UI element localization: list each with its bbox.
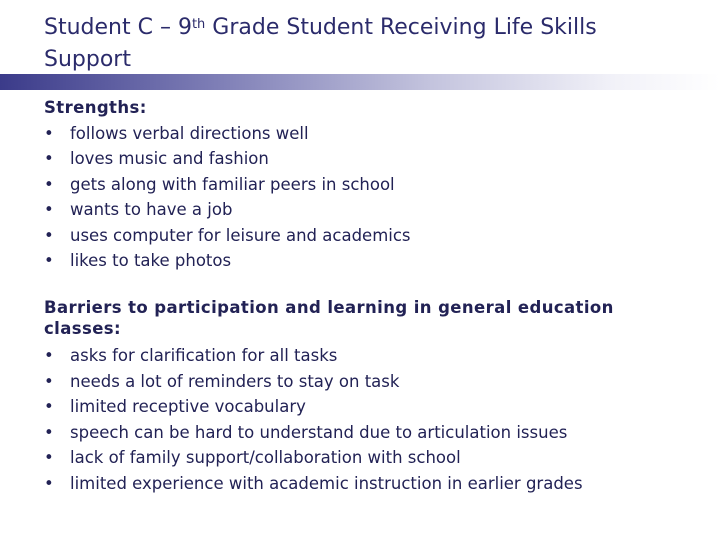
title-part-1: Student C – 9: [44, 15, 192, 40]
list-item: [44, 394, 684, 420]
bullet-icon: •: [44, 397, 54, 416]
list-item: [44, 121, 684, 147]
bullet-icon: •: [44, 251, 54, 270]
strengths-section: [44, 95, 684, 274]
bullet-icon: •: [44, 346, 54, 365]
list-item-text: gets along with familiar peers in school: [70, 174, 395, 194]
barriers-list: [44, 343, 684, 496]
bullet-icon: •: [44, 174, 54, 194]
bullet-icon: •: [44, 448, 54, 467]
list-item: [44, 343, 684, 369]
list-item-text: asks for clarification for all tasks: [70, 346, 338, 365]
list-item-text: likes to take photos: [70, 251, 232, 270]
list-item: [44, 445, 684, 471]
list-item: [44, 197, 684, 223]
title-underline-bar: [0, 74, 720, 90]
list-item-text: needs a lot of reminders to stay on task: [70, 371, 400, 391]
bullet-icon: •: [44, 473, 54, 493]
list-item: [44, 172, 684, 198]
list-item-text: limited experience with academic instruction in earlier grades: [70, 473, 583, 493]
list-item-text: follows verbal directions well: [70, 123, 309, 143]
bullet-icon: •: [44, 422, 54, 442]
list-item: [44, 146, 684, 172]
list-item-text: uses computer for leisure and academics: [70, 225, 411, 245]
title-superscript: th: [191, 17, 206, 32]
barriers-heading-line-2: classes:: [44, 319, 122, 338]
list-item: [44, 420, 684, 446]
list-item-text: speech can be hard to understand due to articulation issues: [70, 422, 568, 442]
slide-title: [44, 12, 684, 76]
bullet-icon: •: [44, 371, 54, 391]
barriers-heading-line-1: Barriers to participation and learning in general education: [44, 298, 614, 317]
list-item-text: lack of family support/collaboration with school: [70, 448, 461, 467]
list-item-text: wants to have a job: [70, 200, 233, 219]
bullet-icon: •: [44, 123, 54, 143]
barriers-section: [44, 297, 684, 496]
strengths-list: [44, 121, 684, 274]
strengths-heading: Strengths:: [44, 98, 147, 117]
barriers-heading: [44, 297, 684, 339]
bullet-icon: •: [44, 200, 54, 219]
list-item-text: limited receptive vocabulary: [70, 397, 306, 416]
title-part-2: Grade Student Receiving Life Skills: [205, 15, 597, 40]
list-item: [44, 223, 684, 249]
bullet-icon: •: [44, 149, 54, 168]
list-item: [44, 471, 684, 497]
list-item-text: loves music and fashion: [70, 149, 269, 168]
list-item: [44, 248, 684, 274]
list-item: [44, 369, 684, 395]
title-line-2: Support: [44, 47, 131, 72]
bullet-icon: •: [44, 225, 54, 245]
